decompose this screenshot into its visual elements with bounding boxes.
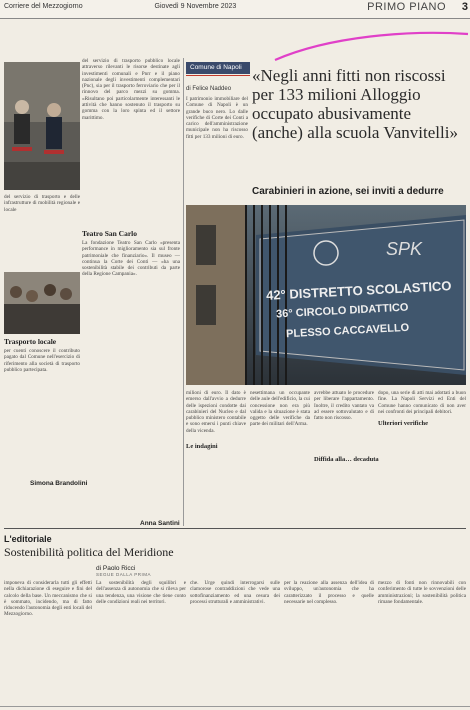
- editorial-col-2: La sostenibilità degli squilibri e dell'assenza di autonomia che si rileva per una tendenza, una visione che tiene conto delle condizioni reali nei territori.: [96, 580, 186, 605]
- article-col-4: dopo, una serie di atti mai adottati a buon fine. La Napoli Servizi ed Enti del Comune hanno comunicato di non aver nei confronti dei principali debitori.: [378, 390, 466, 415]
- editorial-byline: di Paolo Ricci: [96, 565, 136, 572]
- column-divider: [183, 58, 184, 526]
- editorial-label: L'editoriale: [4, 534, 52, 544]
- masthead-newspaper-date: [4, 3, 236, 10]
- article-col-1: milioni di euro. Il dato è emerso dall'avvio a dedurre delle ispezioni condotte dai carabinieri del Nucleo e dal pubblico ministero contabile e sono emersi i punti chiave della vicenda.: [186, 390, 246, 434]
- section-badge: Comune di Napoli: [186, 62, 250, 74]
- sign-line-2: 36° CIRCOLO DIDATTICO: [275, 301, 409, 321]
- editorial-title: Sostenibilità politica del Meridione: [4, 545, 174, 559]
- subhead-verifiche: Ulteriori verifiche: [378, 420, 428, 427]
- editorial-col-4: per la reazione alla assenza dell'idea di sviluppo, un'autonomia che ha caratterizzato il processo e quelle necessarie nel complesso.: [284, 580, 374, 605]
- highlight-arc: [270, 18, 470, 68]
- column-text-1: del servizio di trasporto pubblico locale attraverso rilevanti le risorse destinate agli investimenti comunali e Pnrr e il piano nazionale degli investimenti complementari (Pnc), sia per il trasporto ferroviario che per il rinnovo del parco mezzi su gomma. «Risultano poi particolarmente interessanti le attività che hanno sostenuto il trasporto su gomma con la loro spinta ed il settore marittimo.: [82, 58, 180, 121]
- column-text-2: La fondazione Teatro San Carlo «presenta performance in miglioramento sia sul fronte patrimoniale che finanziario». Il museo — continua la Corte dei Conti — «ha una sostenibilità stabile dei contributi da parte della Regione Campania».: [82, 240, 180, 278]
- issue-date: Giovedì 9 Novembre 2023: [154, 3, 237, 10]
- newspaper-name: Corriere del Mezzogiorno: [4, 3, 83, 10]
- subhead-trasporto: Trasporto locale: [4, 337, 57, 346]
- svg-text:SPK: SPK: [386, 239, 423, 259]
- sign-line-1: 42° DISTRETTO SCOLASTICO: [265, 278, 452, 303]
- article-byline: di Felice Naddeo: [186, 86, 232, 92]
- school-sign-photo: [186, 205, 466, 385]
- author-brandolini: Simona Brandolini: [30, 480, 88, 487]
- column-text-3: per cuenti conoscere il contributo pagato dal Comune nell'esercizio di riferimento alla società di trasporto pubblico partecipata.: [4, 348, 80, 373]
- page-number: 3: [461, 1, 468, 13]
- subhead-teatro: Teatro San Carlo: [82, 229, 138, 238]
- audience-photo: [4, 272, 80, 334]
- article-lead: I patrimonio immobiliare del Comune di Napoli è un grande buco nero. Lo dalle verifiche di Corte dei Conti a carico dell'amministrazione municipale non ha riscosso fitti per 133 milioni di euro.: [186, 96, 248, 140]
- editorial-rule: [4, 528, 466, 529]
- sign-line-3: PLESSO CACCAVELLO: [285, 321, 410, 341]
- subhead-diffida: Diffida alla… decaduta: [314, 456, 379, 463]
- subhead-indagini: Le indagini: [186, 443, 218, 450]
- footer-rule: [0, 706, 470, 707]
- editorial-col-3: che. Urge quindi interrogarsi sulle clamorose contraddizioni che vede una sottofinanziamento ed una cesura dei processi strutturali e amministrativi.: [190, 580, 280, 605]
- article-deck: Carabinieri in azione, sei inviti a dedurre: [252, 186, 444, 197]
- editorial-sub: SEGUE DALLA PRIMA: [96, 572, 152, 577]
- article-headline: «Negli anni fitti non riscossi per 133 milioni Alloggio occupato abusivamente (anche) alla scuola Vanvitelli»: [252, 66, 458, 142]
- article-col-3: avrebbe attuato le procedure per liberare l'appartamento. Inoltre, il credito vantato va ad essere sottovalutato e di fatto non riscosso.: [314, 390, 374, 422]
- article-col-2: nesettimana un occupante delle aule dell'edificio, la cui concessione non era più valida e la situazione è stata oggetto delle verifiche da parte dei militari dell'Arma.: [250, 390, 310, 428]
- section-label: PRIMO PIANO: [367, 1, 446, 13]
- officials-photo: [4, 62, 80, 190]
- editorial-col-5: mezzo di fonti non rinnovabili con conferimento di tutte le sovvenzioni delle amministrazioni; la sostenibilità politica rimane fondamentale.: [378, 580, 466, 605]
- column-text-small: del servizio di trasporto e delle infrastrutture di mobilità regionale e locale: [4, 194, 80, 213]
- author-santini: Anna Santini: [140, 520, 180, 527]
- badge-underline: [186, 75, 250, 76]
- editorial-col-1: imponeva di considerarla tutti gli effetti nella dichiarazione di eseguire e fini del calcolo della base. Un meccanismo che si è sommato, incidendo, ma di fatto riducendo l'autonomia degli enti locali del Mezzogiorno.: [4, 580, 92, 618]
